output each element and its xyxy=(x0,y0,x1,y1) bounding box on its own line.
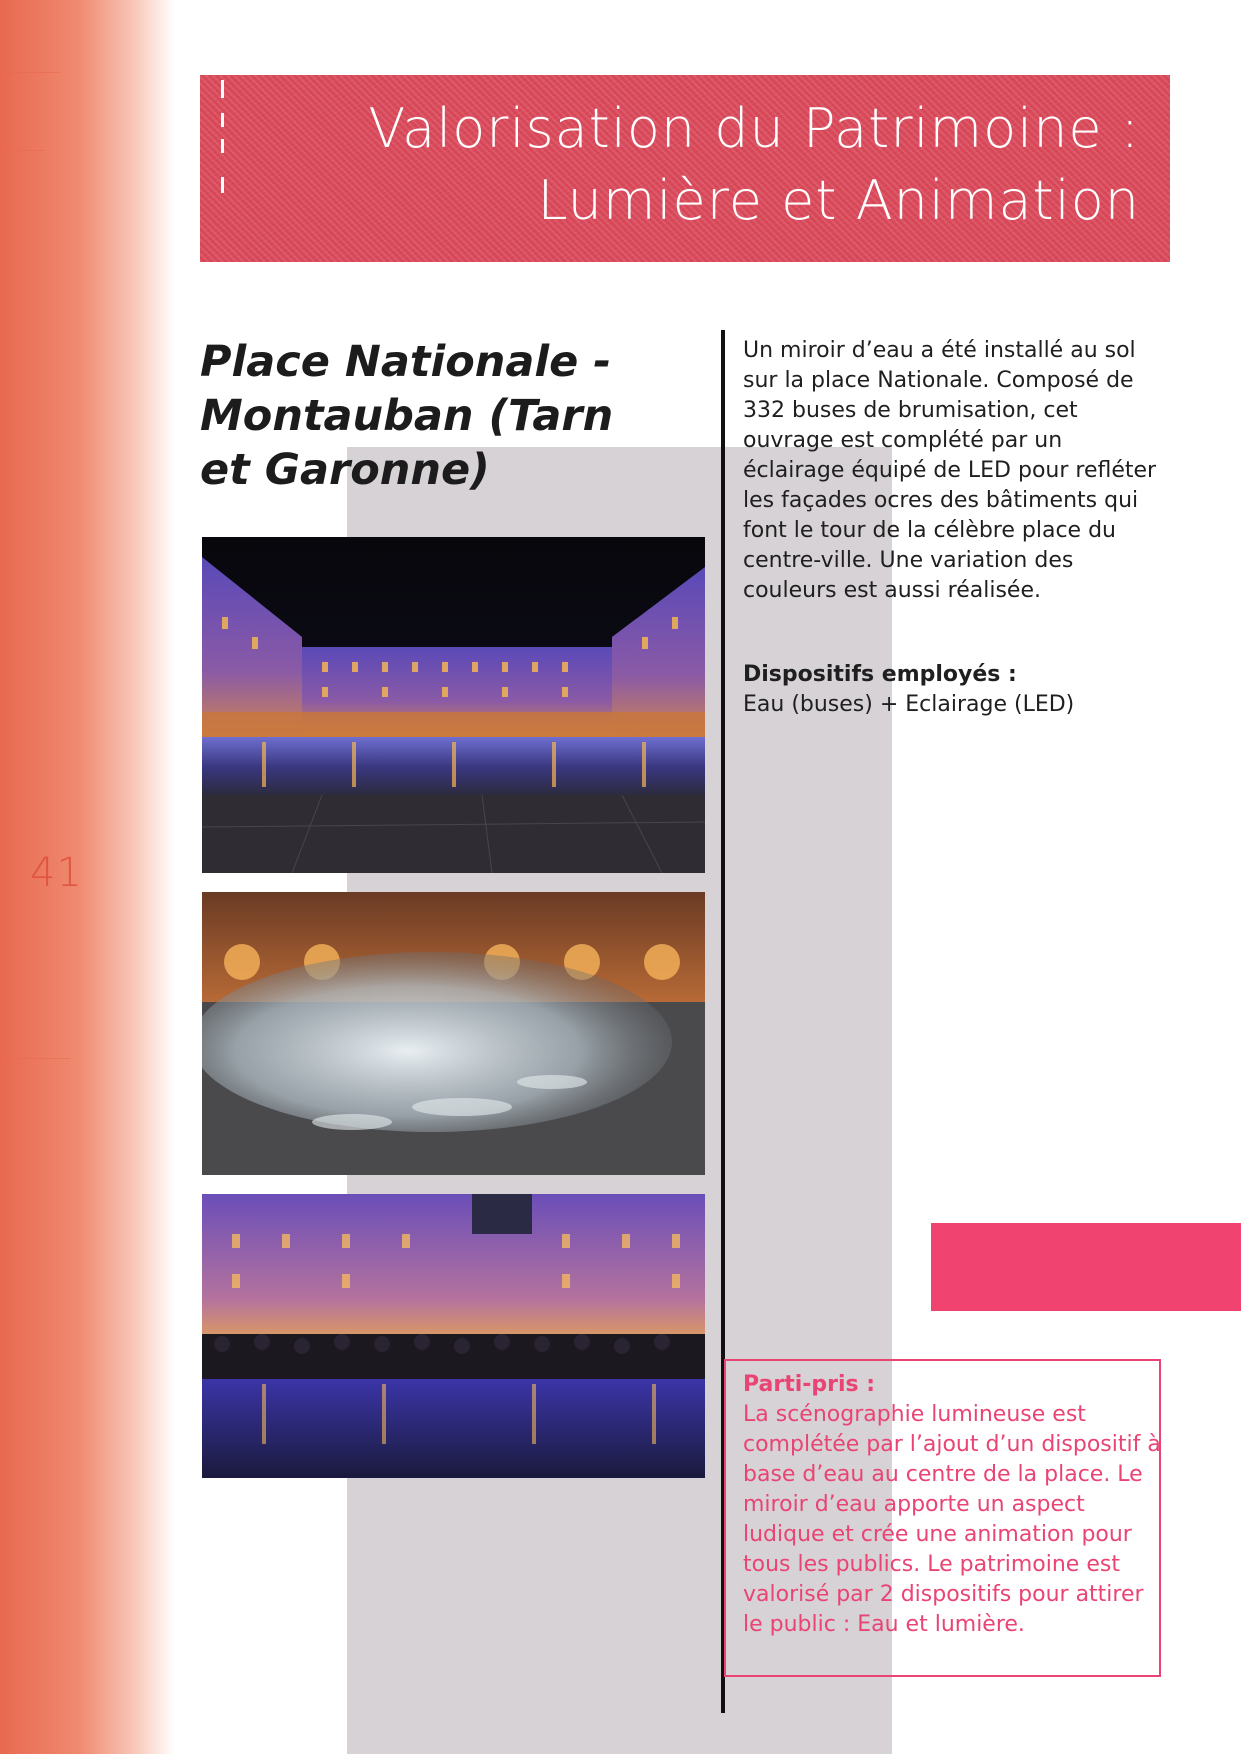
page-number: 41 xyxy=(30,850,83,896)
photo-mist-jets xyxy=(202,892,705,1175)
header-banner xyxy=(200,75,1170,262)
parti-pris-label: Parti-pris : xyxy=(743,1372,876,1397)
header-dash xyxy=(221,177,224,193)
page-title-line-1: Valorisation du Patrimoine : xyxy=(368,97,1140,160)
side-gradient-band xyxy=(0,0,175,1754)
header-dash xyxy=(221,113,224,127)
parti-pris-text: La scénographie lumineuse est complétée par l’ajout d’un dispositif à base d’eau au centre de la place. Le miroir d’eau apporte un aspect ludique et crée une animation pour tous les publics. Le patrimoine est valorisé par 2 dispositifs pour attirer le public : Eau et lumière. xyxy=(743,1402,1161,1637)
place-title: Place Nationale - Montauban (Tarn et Garonne) xyxy=(200,337,614,495)
page-title xyxy=(368,93,1140,237)
parti-pris-section xyxy=(743,1370,1163,1640)
side-rule xyxy=(0,1058,70,1059)
accent-pink-block xyxy=(931,1223,1241,1311)
side-rule xyxy=(0,72,60,73)
devices-label: Dispositifs employés : xyxy=(743,662,1017,687)
page-title-line-2: Lumière et Animation xyxy=(537,169,1140,232)
header-dash xyxy=(221,80,224,98)
photo-crowd-night xyxy=(202,1194,705,1478)
devices-section xyxy=(743,660,1163,720)
side-rule xyxy=(0,150,45,151)
header-dash xyxy=(221,139,224,153)
photo-square-night-reflection xyxy=(202,537,705,873)
devices-value: Eau (buses) + Eclairage (LED) xyxy=(743,692,1075,717)
description-text: Un miroir d’eau a été installé au sol sur la place Nationale. Composé de 332 buses de brumisation, cet ouvrage est complété par un éclairage équipé de LED pour refléter les façades ocres des bâtiments qui font le tour de la célèbre place du centre-ville. Une variation des couleurs est aussi réalisée. xyxy=(743,338,1157,603)
